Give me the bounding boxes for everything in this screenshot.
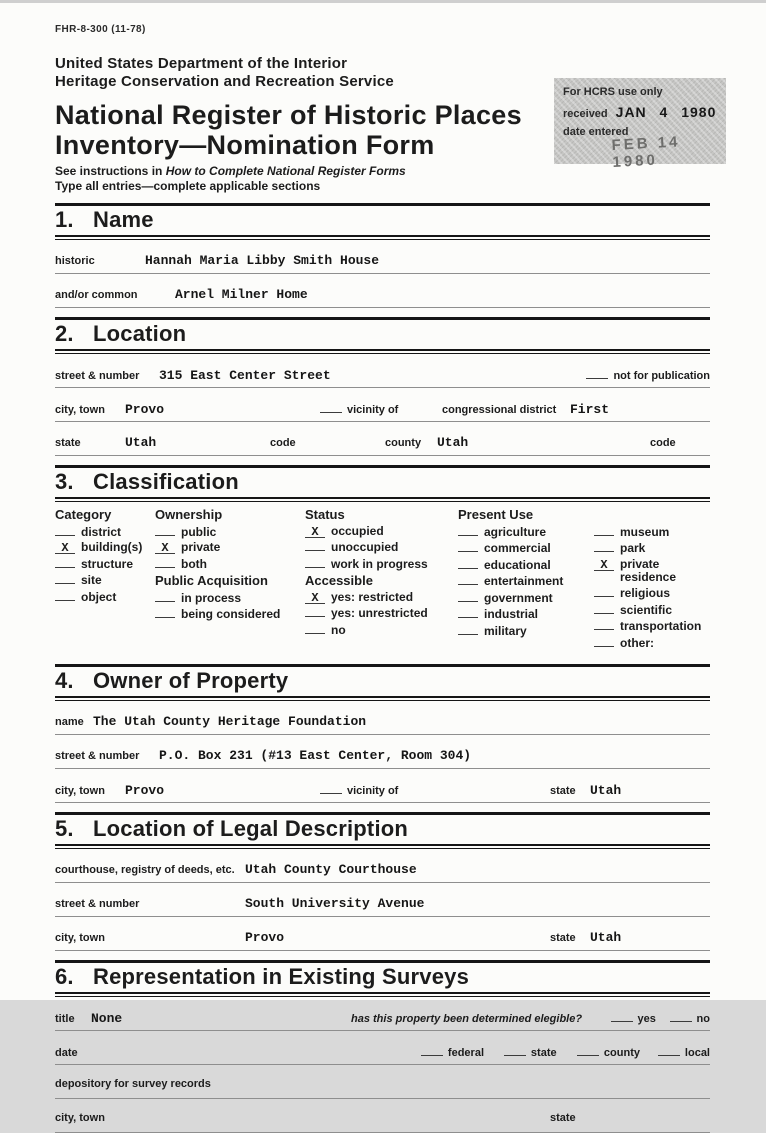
religious-label: religious xyxy=(620,586,671,600)
common-value: Arnel Milner Home xyxy=(175,287,308,302)
field-street-number xyxy=(55,366,710,388)
work-in-progress-label: work in progress xyxy=(331,556,428,571)
vicinity-label: vicinity of xyxy=(347,404,399,416)
scan-edge-artifact xyxy=(0,0,766,3)
historic-label: historic xyxy=(55,255,95,267)
county-code-label: code xyxy=(650,437,676,449)
checkbox-site xyxy=(55,573,155,587)
owner-state-label: state xyxy=(550,784,576,797)
section-5-header xyxy=(55,812,710,846)
checkbox-no xyxy=(305,623,458,637)
government-mark xyxy=(458,591,478,602)
section-3-header xyxy=(55,465,710,499)
scientific-label: scientific xyxy=(620,602,673,617)
agriculture-mark xyxy=(458,525,478,536)
eligible-question-label: has this property been determined elegible? xyxy=(351,1012,583,1025)
legal-street-value: South University Avenue xyxy=(245,895,425,911)
buildings-mark: X xyxy=(55,543,75,554)
legal-street-label: street & number xyxy=(55,897,140,910)
checkbox-educational xyxy=(458,558,594,572)
transportation-label: transportation xyxy=(620,619,702,633)
eligible-no-checkbox xyxy=(670,1010,692,1022)
no-label: no xyxy=(331,622,346,637)
checkbox-being-considered xyxy=(155,607,305,621)
checkbox-park xyxy=(594,541,710,555)
classification-ownership-column xyxy=(155,507,305,650)
field-survey-date xyxy=(55,1043,710,1065)
private-residence-label: private residence xyxy=(620,556,677,584)
stamp-entered-date: FEB 14 1980 xyxy=(611,133,681,171)
checkbox-public xyxy=(155,525,305,539)
private-mark: X xyxy=(155,543,175,554)
checkbox-military xyxy=(458,624,594,638)
work-in-progress-mark xyxy=(305,557,325,568)
military-label: military xyxy=(484,623,527,638)
legal-city-label: city, town xyxy=(55,931,105,944)
owner-vicinity-label: vicinity of xyxy=(347,784,399,797)
checkbox-work-in-progress xyxy=(305,557,458,571)
checkbox-occupied xyxy=(305,525,458,538)
state-value: Utah xyxy=(125,435,157,450)
accessible-title: Accessible xyxy=(305,573,373,588)
survey-state-field-label: state xyxy=(550,1111,576,1124)
section-4-number: 4. xyxy=(55,667,74,693)
county-value: Utah xyxy=(437,435,469,450)
checkbox-private xyxy=(155,541,305,554)
checkbox-government xyxy=(458,591,594,605)
category-title: Category xyxy=(55,507,112,522)
site-mark xyxy=(55,573,75,584)
present-use-column-2-title xyxy=(594,507,710,522)
stamp-use-only-text: For HCRS use only xyxy=(563,86,663,98)
not-for-publication-label: not for publication xyxy=(613,370,710,382)
owner-vicinity-checkbox xyxy=(320,782,342,794)
owner-city-value: Provo xyxy=(125,782,165,798)
congressional-district-label: congressional district xyxy=(442,404,557,416)
checkbox-agriculture xyxy=(458,525,594,539)
courthouse-label: courthouse, registry of deeds, etc. xyxy=(55,863,235,876)
street-label: street & number xyxy=(55,370,140,382)
hcrs-date-stamp xyxy=(554,78,726,171)
section-4-header xyxy=(55,664,710,698)
section-3-title: Classification xyxy=(93,469,239,494)
museum-label: museum xyxy=(620,524,670,539)
public-label: public xyxy=(181,524,217,539)
legal-state-value: Utah xyxy=(590,929,622,945)
industrial-label: industrial xyxy=(484,607,539,621)
stamp-received-label: received xyxy=(563,108,608,120)
checkbox-unoccupied xyxy=(305,540,458,554)
form-number: FHR-8-300 (11-78) xyxy=(55,24,146,35)
government-label: government xyxy=(484,590,553,605)
private-residence-mark: X xyxy=(594,560,614,571)
section-6-rule xyxy=(55,996,710,997)
other-label: other: xyxy=(620,635,654,650)
classification-present-use-column-2 xyxy=(594,507,710,650)
no-mark xyxy=(305,623,325,634)
field-legal-city xyxy=(55,929,710,951)
religious-mark xyxy=(594,586,614,597)
checkbox-industrial xyxy=(458,607,594,621)
yes-unrestricted-label: yes: unrestricted xyxy=(331,606,428,620)
field-city-town xyxy=(55,400,710,422)
unoccupied-label: unoccupied xyxy=(331,540,399,554)
legal-city-value: Provo xyxy=(245,929,285,945)
section-1-rule xyxy=(55,239,710,240)
in-process-mark xyxy=(155,591,175,602)
vicinity-checkbox xyxy=(320,401,342,413)
park-mark xyxy=(594,541,614,552)
park-label: park xyxy=(620,541,646,555)
checkbox-other xyxy=(594,636,710,650)
classification-status-column xyxy=(305,507,458,650)
survey-local-checkbox xyxy=(658,1044,680,1056)
field-survey-city xyxy=(55,1111,710,1133)
being-considered-label: being considered xyxy=(181,607,281,621)
eligible-yes-checkbox xyxy=(611,1010,633,1022)
buildings-label: building(s) xyxy=(81,540,143,554)
survey-title-value: None xyxy=(91,1010,123,1026)
city-value: Provo xyxy=(125,402,165,417)
museum-mark xyxy=(594,525,614,536)
owner-state-value: Utah xyxy=(590,782,622,798)
field-courthouse xyxy=(55,861,710,883)
survey-state-checkbox xyxy=(504,1044,526,1056)
street-value: 315 East Center Street xyxy=(159,368,331,383)
common-label: and/or common xyxy=(55,289,138,301)
yes-restricted-label: yes: restricted xyxy=(331,589,414,604)
instructions-line-2: Type all entries—complete applicable sections xyxy=(55,179,321,193)
survey-federal-checkbox xyxy=(421,1044,443,1056)
survey-local-label: local xyxy=(684,1046,710,1059)
eligible-no-label: no xyxy=(696,1012,710,1025)
stamp-entered-label: date entered xyxy=(563,126,629,138)
section-5-rule xyxy=(55,848,710,849)
present-use-title: Present Use xyxy=(458,507,534,522)
checkbox-private-residence xyxy=(594,558,710,584)
occupied-mark: X xyxy=(305,527,325,538)
yes-restricted-mark: X xyxy=(305,593,325,604)
checkbox-yes-restricted xyxy=(305,591,458,604)
owner-name-value: The Utah County Heritage Foundation xyxy=(93,713,367,729)
stamp-received-date: JAN 4 1980 xyxy=(615,104,717,120)
section-1-title: Name xyxy=(93,207,154,232)
public-mark xyxy=(155,525,175,536)
checkbox-religious xyxy=(594,586,710,600)
field-owner-name xyxy=(55,713,710,735)
district-label: district xyxy=(81,524,122,539)
survey-date-label: date xyxy=(55,1046,78,1059)
form-title-line-2: Inventory—Nomination Form xyxy=(55,130,435,160)
checkbox-entertainment xyxy=(458,574,594,588)
section-5-title: Location of Legal Description xyxy=(93,815,409,841)
owner-city-label: city, town xyxy=(55,784,105,797)
instructions-prefix: See instructions in xyxy=(55,164,166,178)
section-3-number: 3. xyxy=(55,469,74,494)
classification-grid xyxy=(55,507,710,655)
survey-county-label: county xyxy=(603,1046,640,1059)
agriculture-label: agriculture xyxy=(484,524,547,539)
scientific-mark xyxy=(594,603,614,614)
structure-mark xyxy=(55,557,75,568)
checkbox-yes-unrestricted xyxy=(305,606,458,620)
owner-street-label: street & number xyxy=(55,749,140,762)
section-1-number: 1. xyxy=(55,207,74,232)
commercial-mark xyxy=(458,541,478,552)
unoccupied-mark xyxy=(305,540,325,551)
city-label: city, town xyxy=(55,404,105,416)
in-process-label: in process xyxy=(181,590,242,605)
survey-title-label: title xyxy=(55,1012,75,1025)
state-label: state xyxy=(55,437,81,449)
field-depository xyxy=(55,1077,710,1099)
section-1-header xyxy=(55,203,710,237)
section-4-title: Owner of Property xyxy=(93,667,289,693)
public-acquisition-title: Public Acquisition xyxy=(155,573,268,588)
checkbox-scientific xyxy=(594,603,710,617)
occupied-label: occupied xyxy=(331,523,384,538)
both-mark xyxy=(155,557,175,568)
survey-city-label: city, town xyxy=(55,1111,105,1124)
field-common-name xyxy=(55,286,710,308)
survey-federal-label: federal xyxy=(447,1046,484,1059)
checkbox-buildings xyxy=(55,541,155,554)
section-2-title: Location xyxy=(93,321,187,346)
educational-label: educational xyxy=(484,557,551,572)
checkbox-both xyxy=(155,557,305,571)
courthouse-value: Utah County Courthouse xyxy=(245,861,417,877)
not-for-publication-checkbox xyxy=(586,367,608,379)
stamp-received-row xyxy=(563,104,717,120)
yes-unrestricted-mark xyxy=(305,606,325,617)
depository-label: depository for survey records xyxy=(55,1077,211,1090)
classification-present-use-column-1 xyxy=(458,507,594,650)
agency-line-2: Heritage Conservation and Recreation Service xyxy=(55,73,394,90)
instructions-manual-title: How to Complete National Register Forms xyxy=(165,164,406,178)
congressional-district-value: First xyxy=(570,402,610,417)
military-mark xyxy=(458,624,478,635)
checkbox-in-process xyxy=(155,591,305,605)
object-mark xyxy=(55,590,75,601)
field-legal-street xyxy=(55,895,710,917)
ownership-title: Ownership xyxy=(155,507,223,522)
section-4-rule xyxy=(55,700,710,701)
commercial-label: commercial xyxy=(484,541,551,555)
being-considered-mark xyxy=(155,607,175,618)
entertainment-label: entertainment xyxy=(484,574,564,588)
eligible-yes-label: yes xyxy=(637,1012,656,1025)
section-3-rule xyxy=(55,501,710,502)
entertainment-mark xyxy=(458,574,478,585)
field-owner-city xyxy=(55,781,710,803)
educational-mark xyxy=(458,558,478,569)
owner-name-label: name xyxy=(55,715,84,728)
form-title-line-1: National Register of Historic Places xyxy=(55,100,522,130)
industrial-mark xyxy=(458,607,478,618)
site-label: site xyxy=(81,573,102,587)
legal-state-label: state xyxy=(550,931,576,944)
section-2-rule xyxy=(55,353,710,354)
section-2-header xyxy=(55,317,710,351)
private-label: private xyxy=(181,540,221,554)
county-label: county xyxy=(385,437,422,449)
status-title: Status xyxy=(305,507,345,522)
district-mark xyxy=(55,525,75,536)
section-6-header xyxy=(55,960,710,994)
section-6-title: Representation in Existing Surveys xyxy=(93,963,470,989)
checkbox-structure xyxy=(55,557,155,571)
section-5-number: 5. xyxy=(55,815,74,841)
owner-street-value: P.O. Box 231 (#13 East Center, Room 304) xyxy=(159,747,472,763)
historic-value: Hannah Maria Libby Smith House xyxy=(145,253,380,268)
checkbox-object xyxy=(55,590,155,604)
field-owner-street xyxy=(55,747,710,769)
agency-line-1: United States Department of the Interior xyxy=(55,55,348,72)
object-label: object xyxy=(81,589,117,604)
instructions xyxy=(55,164,710,194)
checkbox-district xyxy=(55,525,155,539)
transportation-mark xyxy=(594,619,614,630)
section-6-number: 6. xyxy=(55,963,74,989)
checkbox-transportation xyxy=(594,619,710,633)
survey-county-checkbox xyxy=(577,1044,599,1056)
state-code-label: code xyxy=(270,437,296,449)
survey-state-label: state xyxy=(530,1046,557,1059)
checkbox-museum xyxy=(594,525,710,539)
checkbox-commercial xyxy=(458,541,594,555)
field-state-county xyxy=(55,434,710,456)
field-survey-title xyxy=(55,1009,710,1031)
section-2-number: 2. xyxy=(55,321,74,346)
field-historic-name xyxy=(55,252,710,274)
classification-category-column xyxy=(55,507,155,650)
structure-label: structure xyxy=(81,556,134,571)
both-label: both xyxy=(181,556,207,571)
other-mark xyxy=(594,636,614,647)
